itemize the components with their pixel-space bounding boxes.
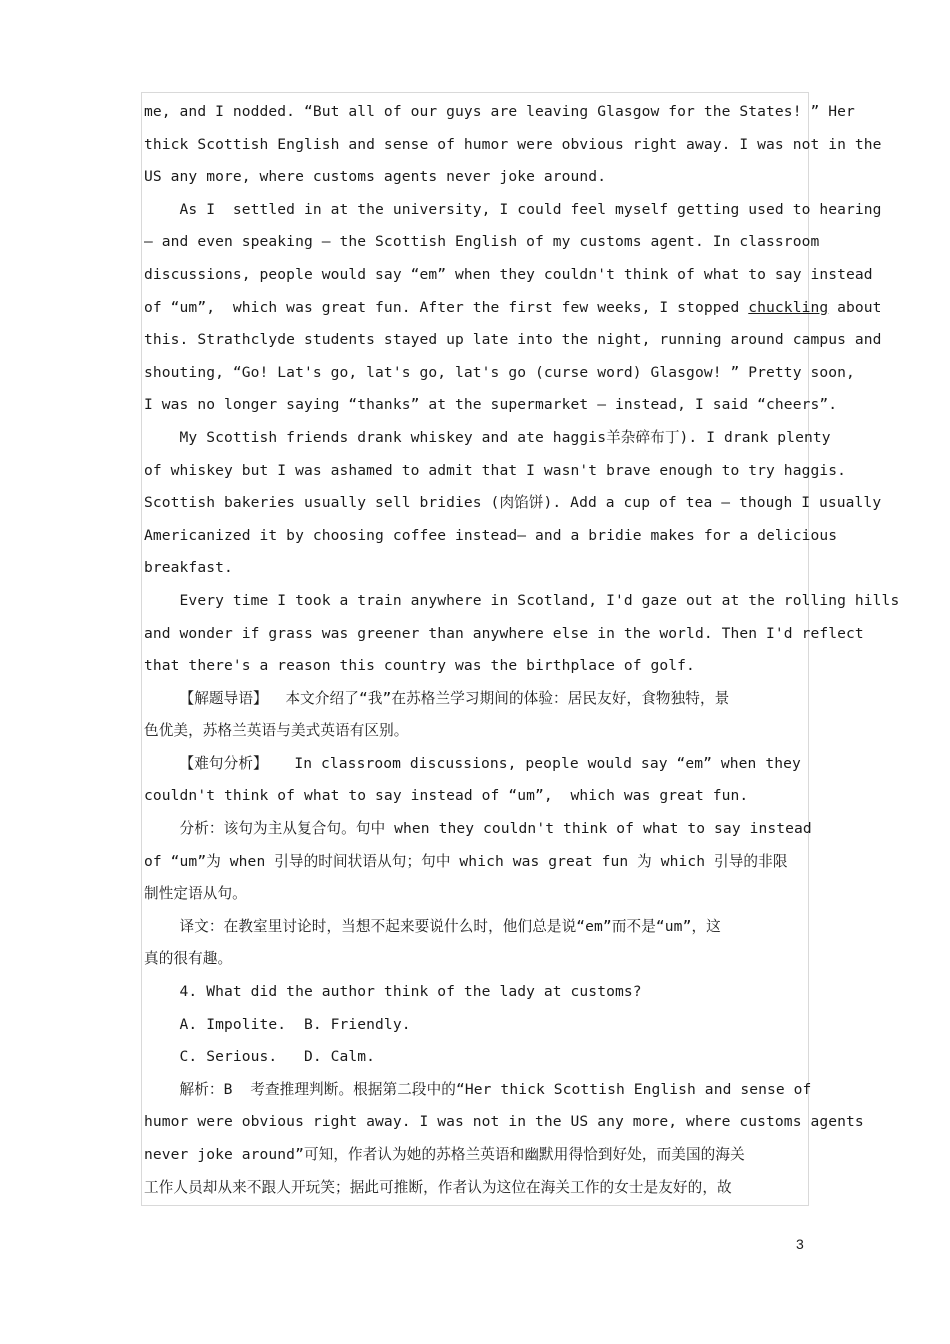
- underlined-word: chuckling: [748, 298, 829, 316]
- text-line: US any more, where customs agents never joke around.: [144, 168, 607, 186]
- text-line: breakfast.: [144, 559, 233, 577]
- text-line: that there's a reason this country was the birthplace of golf.: [144, 657, 695, 675]
- question-text: 4. What did the author think of the lady at customs?: [144, 983, 642, 1001]
- text-line-with-underline: [144, 292, 882, 325]
- text-line: never joke around”可知，作者认为她的苏格兰英语和幽默用得恰到好处，而美国的海关: [144, 1146, 745, 1163]
- document-body: [144, 96, 900, 1204]
- text-line: 解析：B 考查推理判断。根据第二段中的“Her thick Scottish English and sense of: [144, 1080, 812, 1098]
- text-line: My Scottish friends drank whiskey and ate haggis羊杂碎布丁). I drank plenty: [144, 428, 831, 446]
- text-line: Scottish bakeries usually sell bridies (肉馅饼). Add a cup of tea — though I usually: [144, 494, 882, 512]
- text-line: discussions, people would say “em” when they couldn't think of what to say instead: [144, 265, 873, 283]
- text-line: 【难句分析】 In classroom discussions, people would say “em” when they: [144, 754, 801, 772]
- text-line: humor were obvious right away. I was not in the US any more, where customs agents: [144, 1113, 864, 1131]
- text-line: Every time I took a train anywhere in Scotland, I'd gaze out at the rolling hills: [144, 591, 900, 609]
- text-line: Americanized it by choosing coffee instead— and a bridie makes for a delicious: [144, 526, 838, 544]
- answer-options: C. Serious. D. Calm.: [144, 1048, 376, 1066]
- text-line: of “um”为 when 引导的时间状语从句；句中 which was great fun 为 which 引导的非限: [144, 852, 788, 870]
- text-line: 译文：在教室里讨论时，当想不起来要说什么时，他们总是说“em”而不是“um”，这: [144, 917, 721, 935]
- text-line: 工作人员却从来不跟人开玩笑；据此可推断，作者认为这位在海关工作的女士是友好的，故: [144, 1178, 732, 1196]
- text-segment: of “um”, which was great fun. After the first few weeks, I stopped: [144, 298, 749, 316]
- text-line: 分析：该句为主从复合句。句中 when they couldn't think of what to say instead: [144, 820, 812, 838]
- text-line: shouting, “Go! Lat's go, lat's go, lat's go (curse word) Glasgow! ” Pretty soon,: [144, 363, 855, 381]
- text-line: 色优美，苏格兰英语与美式英语有区别。: [144, 722, 409, 740]
- text-line: couldn't think of what to say instead of “um”, which was great fun.: [144, 787, 749, 805]
- text-line: and wonder if grass was greener than anywhere else in the world. Then I'd reflect: [144, 624, 864, 642]
- text-line: me, and I nodded. “But all of our guys are leaving Glasgow for the States! ” Her: [144, 103, 855, 120]
- text-line: 制性定语从句。: [144, 885, 247, 903]
- text-line: of whiskey but I was ashamed to admit that I wasn't brave enough to try haggis.: [144, 461, 847, 479]
- text-line: this. Strathclyde students stayed up late into the night, running around campus and: [144, 331, 882, 349]
- text-line: — and even speaking — the Scottish English of my customs agent. In classroom: [144, 233, 820, 251]
- text-line: As I settled in at the university, I could feel myself getting used to hearing: [144, 200, 882, 218]
- text-line: 真的很有趣。: [144, 950, 233, 968]
- answer-options: A. Impolite. B. Friendly.: [144, 1015, 411, 1033]
- text-line: thick Scottish English and sense of humor were obvious right away. I was not in the: [144, 135, 882, 153]
- text-line: I was no longer saying “thanks” at the supermarket — instead, I said “cheers”.: [144, 396, 838, 414]
- page-number: 3: [796, 1236, 804, 1252]
- text-segment: about: [828, 298, 882, 316]
- text-line: 【解题导语】 本文介绍了“我”在苏格兰学习期间的体验：居民友好，食物独特，景: [144, 689, 730, 707]
